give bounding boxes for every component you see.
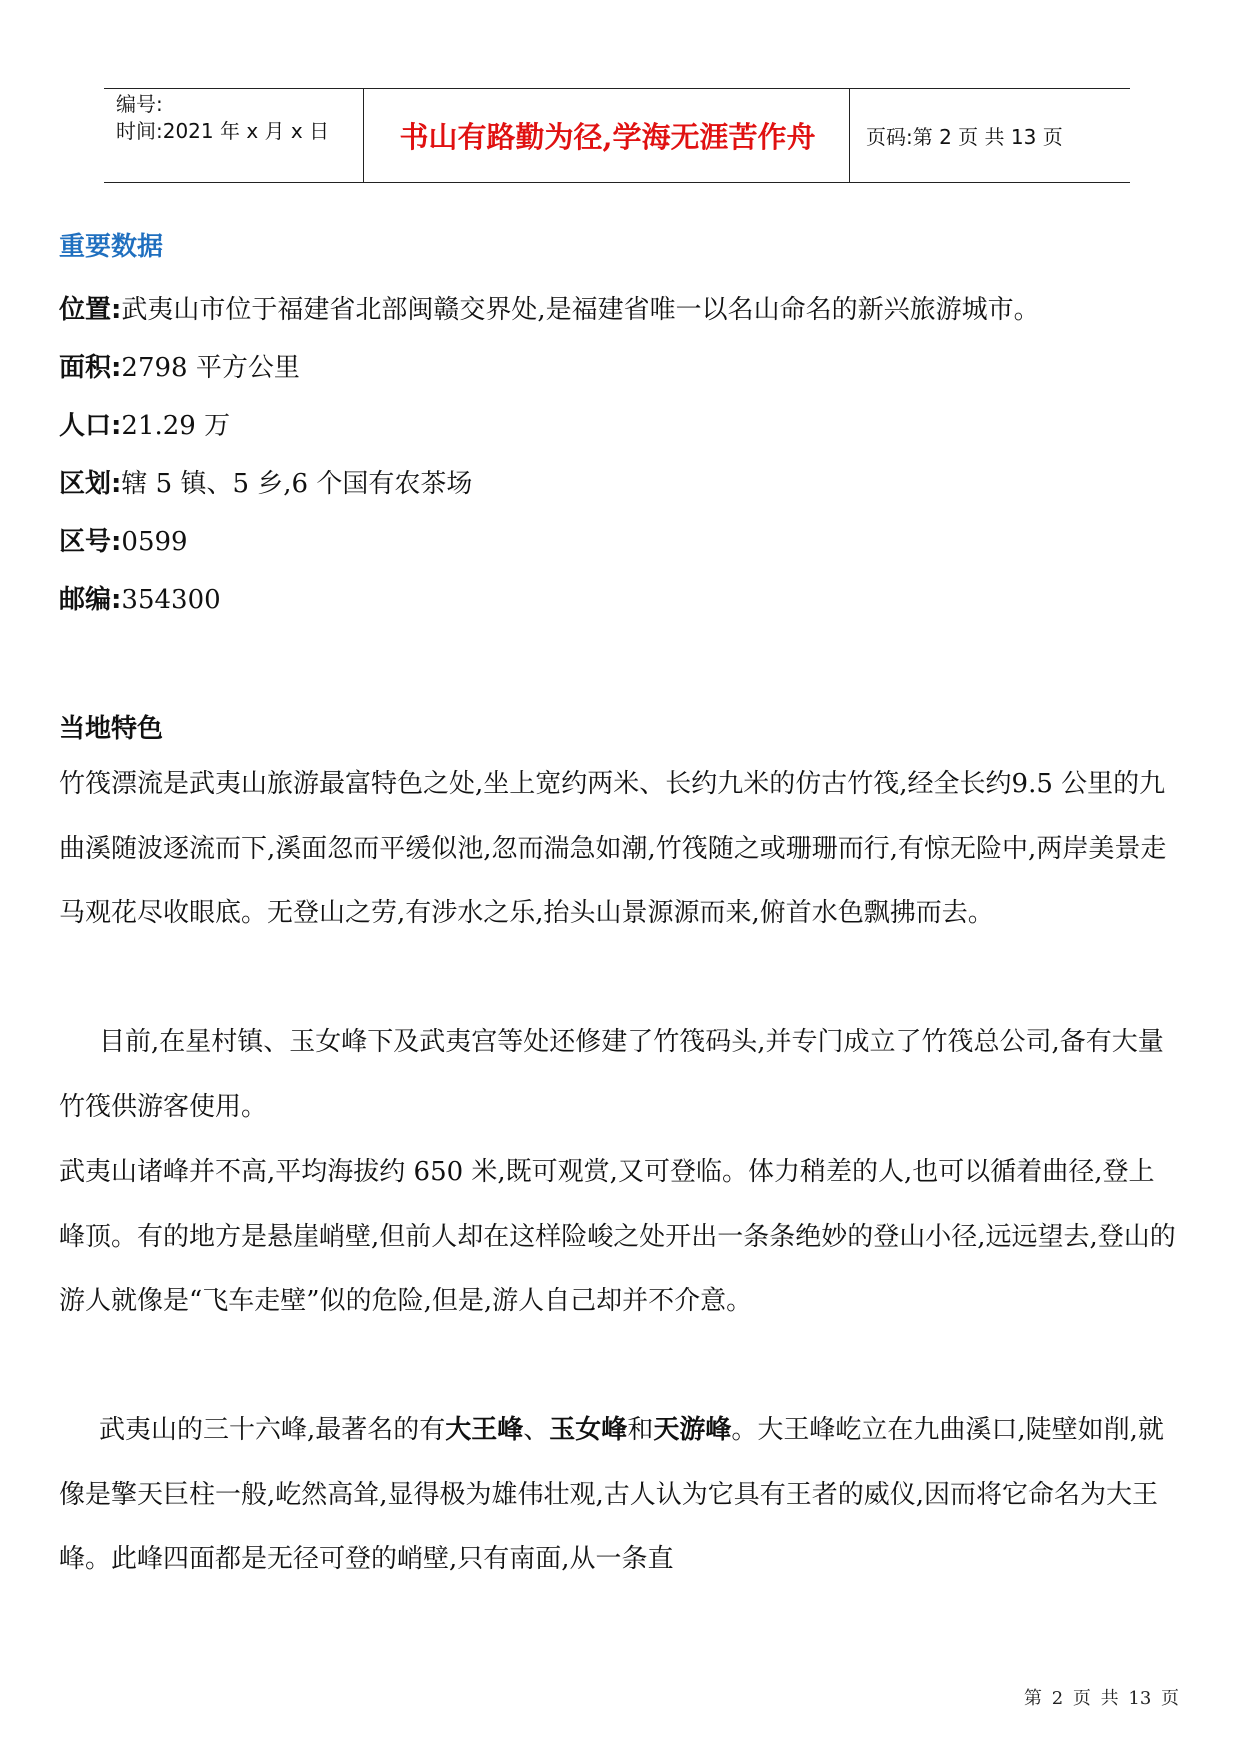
data-value: 354300 [121, 585, 221, 615]
section-title-important: 重要数据 [59, 232, 164, 262]
peak-name: 大王峰 [445, 1415, 524, 1445]
data-value: 0599 [121, 527, 188, 557]
data-key: 区号: [59, 527, 122, 557]
text-run: 、 [523, 1415, 550, 1445]
paragraph-peaks: 武夷山诸峰并不高,平均海拔约 650 米,既可观赏,又可登临。体力稍差的人,也可以循着曲径,登上峰顶。有的地方是悬崖峭壁,但前人却在这样险峻之处开出一条条绝妙的登山小径,远远望去,登山的游人就像是“飞车走壁”似的危险,但是,游人自己却并不介意。 [59, 1157, 1176, 1316]
data-key: 位置: [59, 295, 122, 325]
section-title-local: 当地特色 [59, 714, 164, 744]
data-value: 2798 平方公里 [121, 353, 300, 383]
page-footer: 第 2 页 共 13 页 [1024, 1688, 1179, 1709]
peak-name: 天游峰 [653, 1415, 732, 1445]
paragraph-docks: 目前,在星村镇、玉女峰下及武夷宫等处还修建了竹筏码头,并专门成立了竹筏总公司,备有大量竹筏供游客使用。 [59, 1027, 1164, 1122]
serial-label: 编号: [116, 92, 163, 116]
data-row-location [59, 289, 1040, 326]
text-run: 。大王峰屹立在九曲溪口,陡壁如削,就像是擎天巨柱一般,屹然高耸,显得极为雄伟壮观,古人认为它具有王者的威仪,因而将它命名为大王峰。此峰四面都是无径可登的峭壁,只有南面,从一条直 [59, 1415, 1164, 1574]
paragraph-rafting: 竹筏漂流是武夷山旅游最富特色之处,坐上宽约两米、长约九米的仿古竹筏,经全长约9.5 公里的九曲溪随波逐流而下,溪面忽而平缓似池,忽而湍急如潮,竹筏随之或珊珊而行,有惊无险中,两岸美景走马观花尽收眼底。无登山之劳,有涉水之乐,抬头山景源源而来,俯首水色飘拂而去。 [59, 769, 1167, 928]
paragraph-famous-peaks [59, 1398, 1179, 1592]
header-divider [363, 89, 364, 182]
data-row-postcode [59, 579, 221, 616]
peak-name: 玉女峰 [549, 1415, 628, 1445]
page-header [104, 88, 1130, 183]
data-row-division [59, 463, 472, 500]
time-label: 时间:2021 年 x 月 x 日 [116, 119, 330, 143]
data-row-area [59, 347, 300, 384]
header-motto: 书山有路勤为径,学海无涯苦作舟 [399, 120, 816, 154]
data-key: 人口: [59, 411, 122, 441]
header-meta [116, 91, 329, 145]
header-divider [849, 89, 850, 182]
data-row-area-code [59, 521, 188, 558]
text-run: 和 [627, 1415, 654, 1445]
data-key: 邮编: [59, 585, 122, 615]
data-value: 21.29 万 [121, 411, 231, 441]
data-value: 武夷山市位于福建省北部闽赣交界处,是福建省唯一以名山命名的新兴旅游城市。 [121, 295, 1040, 325]
data-value: 辖 5 镇、5 乡,6 个国有农茶场 [121, 469, 473, 499]
data-row-population [59, 405, 230, 442]
header-page-number: 页码:第 2 页 共 13 页 [866, 125, 1063, 149]
data-key: 面积: [59, 353, 122, 383]
text-run: 武夷山的三十六峰,最著名的有 [99, 1415, 446, 1445]
data-key: 区划: [59, 469, 122, 499]
